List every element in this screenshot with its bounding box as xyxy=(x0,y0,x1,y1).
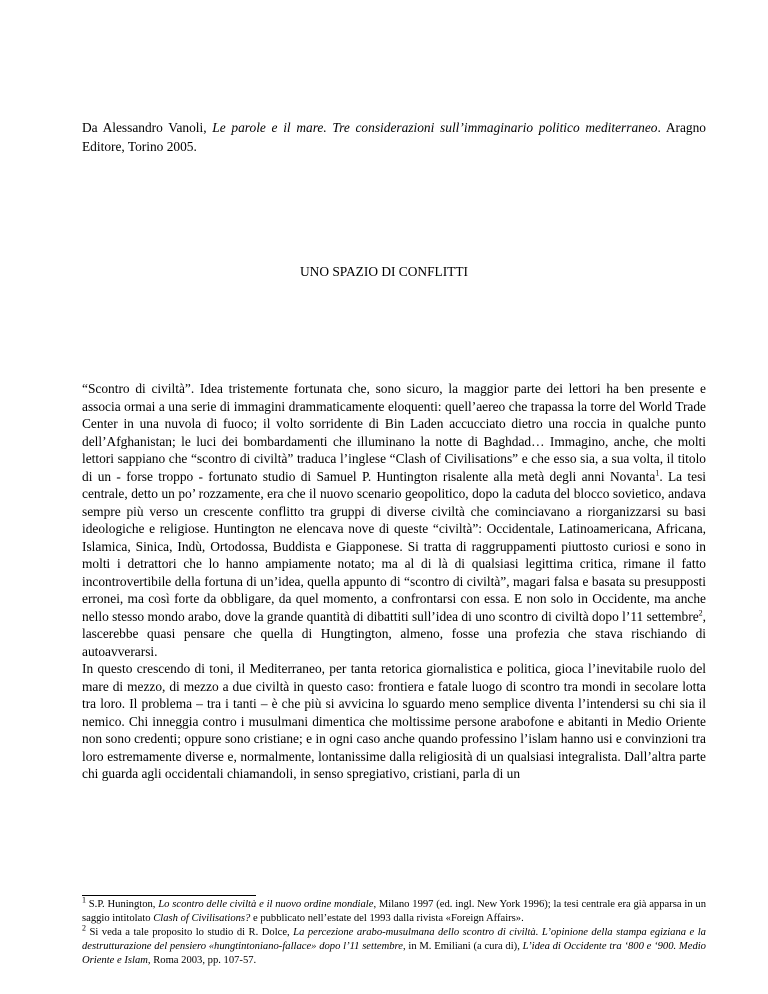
footnote-1 xyxy=(82,895,707,926)
footnote-2-text-b: , in M. Emiliani (a cura di), xyxy=(402,940,523,952)
paragraph-1 xyxy=(82,380,706,660)
footnote-2-title: La percezione arabo-musulmana dello scontro di civiltà. L’opinione della stampa egiziana e la destrutturazione del pensiero «hungtintoniano-fallace» dopo l’11 settembre xyxy=(82,926,706,952)
paragraph-1-text-a: “Scontro di civiltà”. Idea tristemente fortunata che, sono sicuro, la maggior parte dei lettori ha ben presente e associa ormai a una serie di immagini drammaticamente eloquenti: quell’aereo che trapassa la torre del World Trade Center in una nuvola di fuoco; il volto sorridente di Bin Laden accucciato dietro una roccia in qualche punto dell’Afghanistan; le luci dei bombardamenti che illuminano la notte di Baghdad… Immagino, anche, che molti lettori sappiano che “scontro di civiltà” traduca l’inglese “Clash of Civilisations” e che esso sia, a sua volta, il titolo di un - forse troppo - fortunato studio di Samuel P. Huntington risalente alla metà degli anni Novanta xyxy=(82,381,706,484)
footnote-2-text-c: , Roma 2003, pp. 107-57. xyxy=(147,954,257,966)
footnote-2-number: 2 xyxy=(82,923,86,933)
body-text xyxy=(82,380,706,783)
citation-publisher: . Aragno Editore, Torino 2005. xyxy=(82,120,706,154)
source-citation xyxy=(82,118,706,156)
paragraph-1-text-b: . La tesi centrale, detto un po’ rozzamente, era che il nuovo scenario geopolitico, dopo la caduta del blocco sovietico, andava sempre più verso un crescente conflitto tra gruppi di diverse civiltà che cominciavano a riorganizzarsi su basi ideologiche e religiose. Huntington ne elencava nove di queste “civiltà”: Occidentale, Latinoamericana, Africana, Islamica, Sinica, Indù, Ortodossa, Buddista e Giapponese. Si tratta di raggruppamenti piuttosto curiosi e sono in molti i detrattori che lo hanno ampiamente notato; ma al di là di qualsiasi legittima critica, rimane il fatto incontrovertibile della fortuna di un’idea, quella appunto di “scontro di civiltà”, magari falsa e basata su presupposti erronei, ma così forte da obbligare, da quel momento, a confrontarsi con essa. E non solo in Occidente, ma anche nello stesso mondo arabo, dove la grande quantità di dibattiti sull’idea di uno scontro di civiltà dopo l’11 settembre xyxy=(82,468,706,624)
footnote-1-title-2: Clash of Civilisations? xyxy=(153,912,251,924)
footnote-ref-2: 2 xyxy=(698,608,703,618)
section-title: UNO SPAZIO DI CONFLITTI xyxy=(299,264,468,279)
footnotes xyxy=(82,895,707,968)
footnote-1-number: 1 xyxy=(82,895,86,905)
footnote-ref-1: 1 xyxy=(655,468,660,478)
footnote-separator xyxy=(82,895,256,896)
footnote-2-text-a: Si veda a tale proposito lo studio di R. Dolce, xyxy=(86,926,294,938)
footnote-1-text-b: , Milano 1997 (ed. ingl. New York 1996); la tesi centrale era già apparsa in un saggio intitolato xyxy=(82,899,707,924)
footnote-1-text-c: e pubblicato nell’estate del 1993 dalla rivista «Foreign Affairs». xyxy=(250,912,524,924)
footnote-1-title: Lo scontro delle civiltà e il nuovo ordine mondiale xyxy=(158,899,374,910)
footnote-2-title-2: L’idea di Occidente tra ‘800 e ‘900. Medio Oriente e Islam xyxy=(82,940,706,966)
citation-book-title: Le parole e il mare. Tre considerazioni sull’immaginario politico mediterraneo xyxy=(212,120,658,135)
citation-author: Da Alessandro Vanoli, xyxy=(82,120,213,135)
paragraph-2: In questo crescendo di toni, il Mediterraneo, per tanta retorica giornalistica e politica, gioca l’inevitabile ruolo del mare di mezzo, di mezzo a due civiltà in questo caso: frontiera e fatale luogo di scontro tra mondi in secolare lotta tra loro. Il problema – tra i tanti – è che più si avvicina lo sguardo meno semplice diventa l’intendersi su chi sia il nemico. Chi inneggia contro i musulmani dimentica che moltissime persone arabofone e abitanti in Medio Oriente non sono credenti; oppure sono cristiane; e in ogni caso anche quando professino l’islam hanno usi e convinzioni tra loro estremamente diverse e, normalmente, lontanissime dalla religiosità di un qualsiasi integralista. Dall’altra parte chi guarda agli occidentali chiamandoli, in senso spregiativo, cristiani, parla di un xyxy=(82,661,706,781)
footnote-2 xyxy=(82,923,706,968)
footnote-1-text-a: S.P. Hunington, xyxy=(86,899,159,910)
paragraph-1-text-c: , lascerebbe quasi pensare che quella di Hungtington, almeno, fosse una profezia che stava rischiando di autoavverarsi. xyxy=(82,608,706,659)
